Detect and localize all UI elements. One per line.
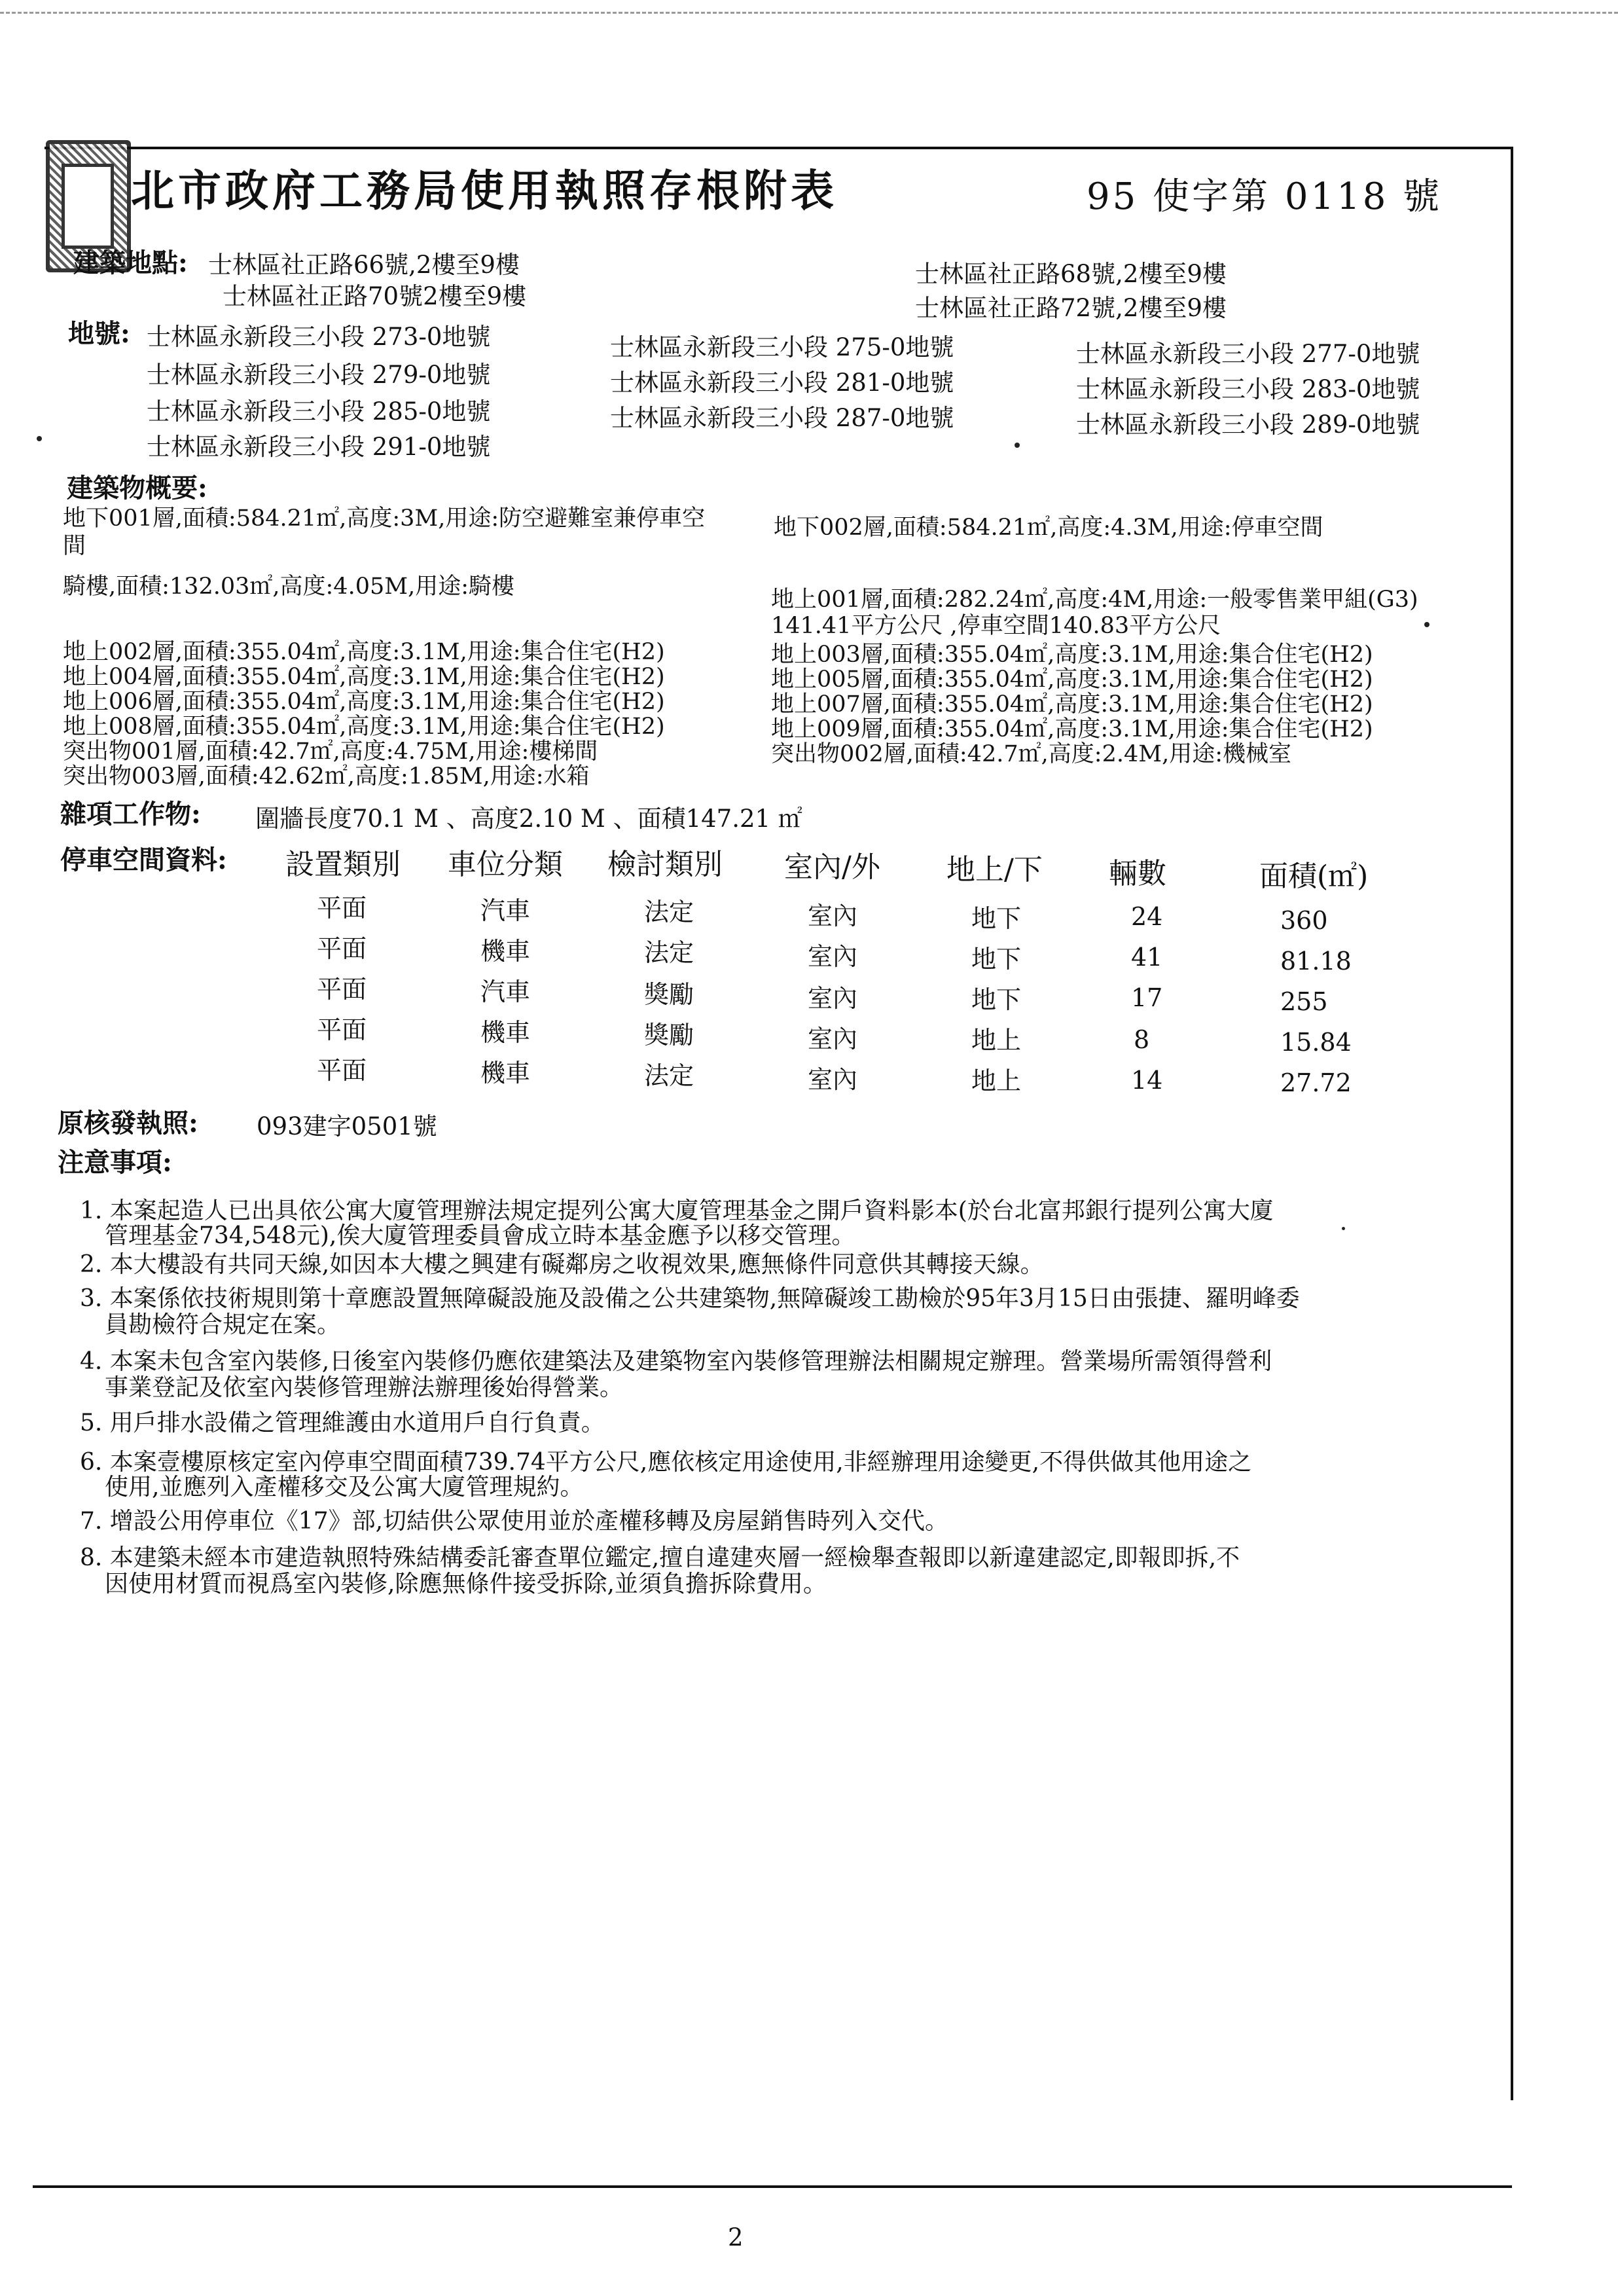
parking-cell: 24 (1131, 902, 1163, 931)
overview-f1-line2: 141.41平方公尺 ,停車空間140.83平方公尺 (771, 613, 1221, 639)
parking-cell: 室內 (808, 902, 858, 930)
original-permit-value: 093建字0501號 (257, 1112, 437, 1140)
scan-speck (1342, 1227, 1345, 1230)
address-left-1: 士林區社正路66號,2樓至9樓 (208, 251, 520, 279)
parking-cell: 平面 (317, 1015, 367, 1044)
note-line: 管理基金734,548元),俟大廈管理委員會成立時本基金應予以移交管理。 (105, 1222, 855, 1249)
parking-cell: 地上 (971, 1026, 1022, 1055)
scan-speck (1015, 443, 1020, 448)
parking-cell: 8 (1134, 1025, 1150, 1054)
overview-floor: 突出物002層,面積:42.7㎡,高度:2.4M,用途:機械室 (771, 741, 1291, 767)
note-line: 5. 用戶排水設備之管理維護由水道用戶自行負責。 (80, 1410, 605, 1436)
overview-floor: 地上009層,面積:355.04㎡,高度:3.1M,用途:集合住宅(H2) (771, 716, 1373, 742)
parking-cell: 獎勵 (644, 980, 694, 1009)
overview-floor: 地上003層,面積:355.04㎡,高度:3.1M,用途:集合住宅(H2) (771, 642, 1373, 668)
overview-floor: 地上007層,面積:355.04㎡,高度:3.1M,用途:集合住宅(H2) (771, 691, 1373, 718)
parking-header: 車位分類 (448, 848, 563, 881)
overview-floor: 地上008層,面積:355.04㎡,高度:3.1M,用途:集合住宅(H2) (63, 714, 665, 740)
parking-cell: 地下 (971, 985, 1022, 1014)
page-number: 2 (728, 2223, 744, 2251)
lot-item: 士林區永新段三小段 273-0地號 (147, 323, 491, 351)
address-right-2: 士林區社正路72號,2樓至9樓 (915, 294, 1227, 322)
lot-item: 士林區永新段三小段 275-0地號 (610, 333, 954, 361)
note-line: 3. 本案係依技術規則第十章應設置無障礙設施及設備之公共建築物,無障礙竣工勘檢於95年3月15日由張捷、羅明峰委 (80, 1285, 1300, 1312)
parking-label: 停車空間資料: (60, 845, 227, 875)
lot-item: 士林區永新段三小段 279-0地號 (147, 361, 491, 389)
parking-cell: 機車 (480, 1018, 531, 1047)
lot-item: 士林區永新段三小段 289-0地號 (1076, 410, 1420, 439)
note-line: 6. 本案壹樓原核定室內停車空間面積739.74平方公尺,應依核定用途使用,非經辦理用途變更,不得供做其他用途之 (80, 1449, 1252, 1476)
parking-cell: 地上 (971, 1066, 1022, 1095)
permit-number: 95 使字第 0118 號 (1087, 175, 1443, 218)
misc-value: 圍牆長度70.1 M 、高度2.10 M 、面積147.21 ㎡ (255, 805, 802, 833)
address-right-1: 士林區社正路68號,2樓至9樓 (915, 260, 1227, 288)
overview-b1-line1: 地下001層,面積:584.21㎡,高度:3M,用途:防空避難室兼停車空 (63, 505, 706, 532)
original-permit-label: 原核發執照: (58, 1108, 198, 1139)
overview-b2: 地下002層,面積:584.21㎡,高度:4.3M,用途:停車空間 (774, 515, 1323, 541)
parking-cell: 室內 (808, 1025, 858, 1053)
overview-floor: 突出物003層,面積:42.62㎡,高度:1.85M,用途:水箱 (63, 763, 590, 790)
overview-floor: 突出物001層,面積:42.7㎡,高度:4.75M,用途:樓梯間 (63, 738, 598, 765)
parking-cell: 汽車 (480, 896, 531, 925)
lot-item: 士林區永新段三小段 283-0地號 (1076, 375, 1420, 403)
document-title: 北市政府工務局使用執照存根附表 (131, 165, 838, 216)
parking-cell: 機車 (480, 1059, 531, 1087)
bottom-rule (33, 2185, 1512, 2188)
overview-floor: 地上002層,面積:355.04㎡,高度:3.1M,用途:集合住宅(H2) (63, 639, 665, 665)
parking-cell: 法定 (644, 898, 694, 926)
parking-cell: 14 (1131, 1066, 1163, 1095)
note-line: 員勘檢符合規定在案。 (105, 1311, 341, 1338)
parking-cell: 法定 (644, 938, 694, 967)
lot-item: 士林區永新段三小段 285-0地號 (147, 397, 491, 426)
parking-cell: 255 (1280, 987, 1328, 1016)
parking-cell: 法定 (644, 1061, 694, 1090)
parking-cell: 室內 (808, 1065, 858, 1094)
overview-floor: 地上005層,面積:355.04㎡,高度:3.1M,用途:集合住宅(H2) (771, 666, 1373, 693)
scan-speck (1424, 622, 1429, 627)
parking-cell: 地下 (971, 945, 1022, 974)
note-line: 因使用材質而視爲室內裝修,除應無條件接受拆除,並須負擔拆除費用。 (105, 1571, 827, 1597)
parking-header: 面積(㎡) (1259, 860, 1369, 893)
note-line: 事業登記及依室內裝修管理辦法辦理後始得營業。 (105, 1374, 624, 1401)
parking-cell: 獎勵 (644, 1021, 694, 1049)
overview-floor: 地上004層,面積:355.04㎡,高度:3.1M,用途:集合住宅(H2) (63, 664, 665, 690)
parking-cell: 室內 (808, 942, 858, 971)
parking-cell: 地下 (971, 904, 1022, 933)
lot-item: 士林區永新段三小段 277-0地號 (1076, 340, 1420, 368)
note-line: 1. 本案起造人已出具依公寓大廈管理辦法規定提列公寓大廈管理基金之開戶資料影本(於台北富邦銀行提列公寓大廈 (80, 1197, 1274, 1224)
lot-item: 士林區永新段三小段 291-0地號 (147, 433, 491, 461)
note-line: 使用,並應列入產權移交及公寓大廈管理規約。 (105, 1474, 584, 1501)
lot-label: 地號: (68, 318, 130, 349)
parking-header: 輛數 (1109, 857, 1166, 890)
parking-cell: 平面 (317, 1056, 367, 1085)
parking-header: 室內/外 (784, 850, 880, 884)
parking-cell: 17 (1131, 983, 1163, 1012)
lot-item: 士林區永新段三小段 287-0地號 (610, 404, 954, 432)
parking-header: 地上/下 (946, 853, 1043, 886)
overview-label: 建築物概要: (67, 473, 207, 503)
overview-f1-line1: 地上001層,面積:282.24㎡,高度:4M,用途:一般零售業甲組(G3) (771, 587, 1418, 613)
parking-cell: 汽車 (480, 977, 531, 1006)
note-line: 2. 本大樓設有共同天線,如因本大樓之興建有礙鄰房之收視效果,應無條件同意供其轉接天線。 (80, 1251, 1044, 1278)
parking-cell: 室內 (808, 984, 858, 1013)
lot-item: 士林區永新段三小段 281-0地號 (610, 369, 954, 397)
notes-label: 注意事項: (58, 1147, 172, 1178)
address-left-2: 士林區社正路70號2樓至9樓 (223, 282, 527, 310)
parking-cell: 27.72 (1280, 1068, 1352, 1097)
parking-cell: 平面 (317, 894, 367, 922)
parking-cell: 平面 (317, 934, 367, 963)
overview-floor: 地上006層,面積:355.04㎡,高度:3.1M,用途:集合住宅(H2) (63, 689, 665, 715)
note-line: 8. 本建築未經本市建造執照特殊結構委託審查單位鑑定,擅自違建夾層一經檢舉查報即以新違建認定,即報即拆,不 (80, 1544, 1240, 1571)
misc-label: 雜項工作物: (60, 799, 201, 829)
scan-speck (37, 436, 42, 441)
parking-header: 設置類別 (285, 848, 401, 881)
overview-arcade: 騎樓,面積:132.03㎡,高度:4.05M,用途:騎樓 (63, 574, 514, 600)
parking-cell: 41 (1131, 943, 1163, 972)
note-line: 7. 增設公用停車位《17》部,切結供公眾使用並於產權移轉及房屋銷售時列入交代。 (80, 1508, 949, 1535)
scan-top-edge (0, 12, 1618, 14)
parking-header: 檢討類別 (607, 848, 723, 881)
parking-cell: 360 (1280, 906, 1328, 935)
parking-cell: 平面 (317, 975, 367, 1004)
overview-b1-line2: 間 (63, 533, 86, 559)
note-line: 4. 本案未包含室內裝修,日後室內裝修仍應依建築法及建築物室內裝修管理辦法相關規定辦理。營業場所需領得營利 (80, 1348, 1272, 1375)
address-label: 建築地點: (73, 247, 188, 278)
parking-cell: 機車 (480, 937, 531, 966)
parking-cell: 81.18 (1280, 947, 1352, 975)
parking-cell: 15.84 (1280, 1028, 1352, 1057)
